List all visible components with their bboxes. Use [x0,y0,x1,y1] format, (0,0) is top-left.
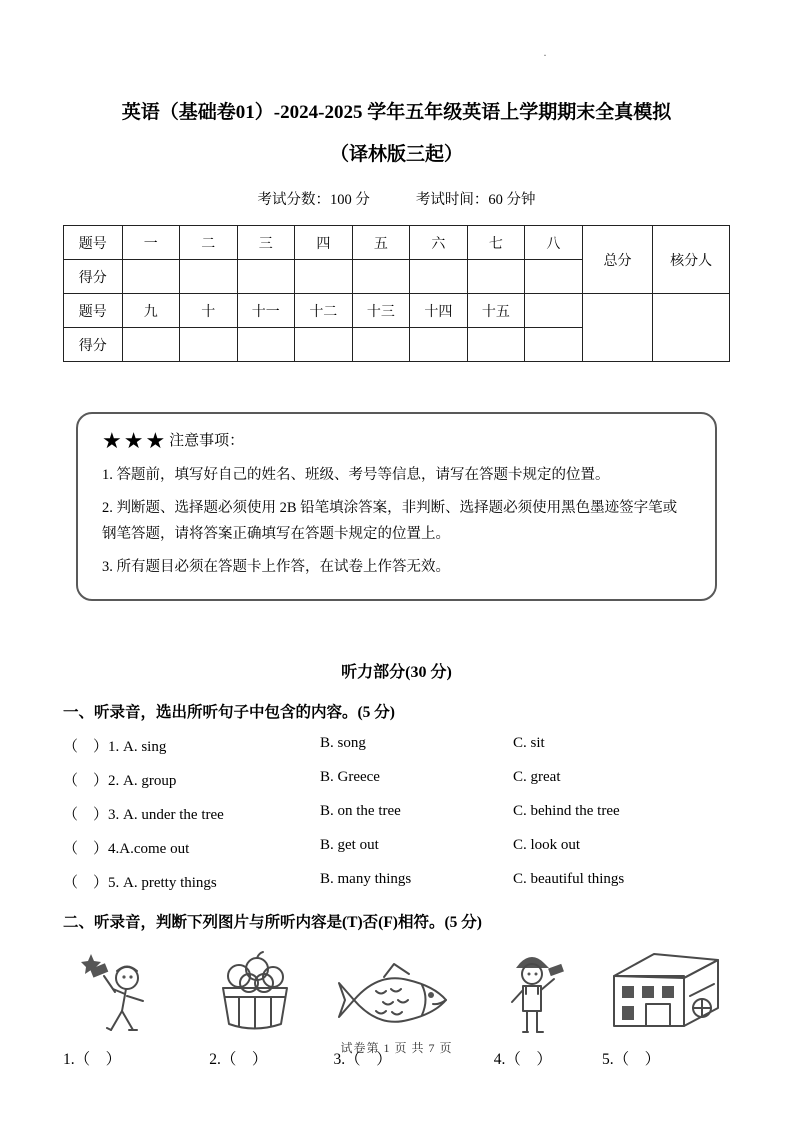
table-header-cell: 八 [525,226,583,260]
option-b: B. on the tree [320,803,401,820]
table-header-cell: 得分 [64,260,123,294]
exam-time-info: 考试时间：60 分钟 [415,192,536,208]
table-header-cell: 二 [180,226,238,260]
fish-image [334,960,460,1038]
option-a: A. sing [123,739,167,756]
question-row [63,871,730,892]
toy-house-building-image [602,946,730,1038]
table-empty-cell [180,328,238,362]
table-header-cell: 题号 [64,294,123,328]
table-header-cell: 四 [295,226,353,260]
table-header-cell: 得分 [64,328,123,362]
option-b: B. song [320,735,366,752]
table-empty-cell [122,328,180,362]
table-empty-cell [467,328,525,362]
option-c: C. behind the tree [513,803,620,820]
part2-title: 二、听录音，判断下列图片与所听内容是(T)否(F)相符。(5 分) [63,914,482,932]
question-prefix: （ ）2. [63,773,124,790]
notice-item-3: 3. 所有题目必须在答题卡上作答，在试卷上作答无效。 [102,559,450,576]
picture-item-label: 1.（ ） [63,1051,122,1069]
table-header-cell: 一 [122,226,180,260]
table-header-cell: 十三 [352,294,410,328]
notice-box [76,412,717,601]
picture-item-label: 4.（ ） [493,1051,552,1069]
score-table [63,225,730,362]
table-header-cell: 五 [352,226,410,260]
table-empty-cell [653,294,730,362]
question-row [63,735,730,756]
question-prefix: （ ）3. [63,807,124,824]
page-title-line1: 英语（基础卷01）-2024-2025 学年五年级英语上学期期末全真模拟 [121,102,672,123]
exam-score-info: 考试分数：100 分 [257,192,370,208]
table-header-cell: 十四 [410,294,468,328]
question-row [63,769,730,790]
notice-item-2: 2. 判断题、选择题必须使用 2B 铅笔填涂答案，非判断、选择题必须使用黑色墨迹签字笔或钢笔答题，请将答案正确填写在答题卡规定的位置上。 [102,500,678,543]
table-header-cell: 十五 [467,294,525,328]
picture-item-label: 3.（ ） [333,1051,392,1069]
table-empty-cell [352,260,410,294]
option-c: C. beautiful things [513,871,625,888]
notice-header [102,428,691,455]
table-empty-cell [525,294,583,328]
option-c: C. sit [513,735,545,752]
table-empty-cell [237,328,295,362]
option-b: B. get out [320,837,379,854]
page-footer: 试卷第 1 页 共 7 页 [340,1041,453,1055]
basket-of-apples-image [209,950,299,1038]
table-empty-cell [237,260,295,294]
notice-item-1: 1. 答题前，填写好自己的姓名、班级、考号等信息，请写在答题卡规定的位置。 [102,467,610,483]
table-empty-cell [122,260,180,294]
page-title-line2: （译林版三起） [329,144,463,165]
total-score-cell: 总分 [582,226,653,294]
table-header-cell: 十二 [295,294,353,328]
picture-item-label: 2.（ ） [209,1051,268,1069]
table-empty-cell [295,328,353,362]
option-a: A. pretty things [123,875,217,892]
table-empty-cell [180,260,238,294]
option-a: A. group [123,773,177,790]
option-c: C. look out [513,837,581,854]
table-header-cell: 六 [410,226,468,260]
table-header-cell: 十 [180,294,238,328]
option-b: B. Greece [320,769,380,786]
option-a: A.come out [119,841,190,858]
question-prefix: （ ）5. [63,875,124,892]
stray-mark: · [543,48,547,62]
question-row [63,803,730,824]
table-header-cell: 七 [467,226,525,260]
page-title [63,92,730,176]
exam-info [63,188,730,209]
table-header-cell: 题号 [64,226,123,260]
table-empty-cell [295,260,353,294]
score-table-row-3 [64,294,730,328]
option-c: C. great [513,769,561,786]
question-row [63,837,730,858]
question-prefix: （ ）4. [63,841,120,858]
boy-swinging-hammer-image [63,948,175,1038]
table-empty-cell [467,260,525,294]
table-empty-cell [582,294,653,362]
part1-title: 一、听录音，选出所听句子中包含的内容。(5 分) [63,704,395,722]
table-header-cell: 九 [122,294,180,328]
option-b: B. many things [320,871,412,888]
table-header-cell: 三 [237,226,295,260]
picture-item-label: 5.（ ） [602,1051,661,1069]
table-empty-cell [352,328,410,362]
checker-cell: 核分人 [653,226,730,294]
three-stars-icon: ★★★ [102,428,168,454]
table-empty-cell [525,328,583,362]
young-worker-with-hammer-image [494,946,568,1038]
table-empty-cell [410,328,468,362]
question-prefix: （ ）1. [63,739,124,756]
table-header-cell: 十一 [237,294,295,328]
listening-section-title: 听力部分(30 分) [341,664,452,682]
table-empty-cell [410,260,468,294]
option-a: A. under the tree [123,807,224,824]
score-table-row-1 [64,226,730,260]
table-empty-cell [525,260,583,294]
notice-title: 注意事项： [169,433,245,449]
